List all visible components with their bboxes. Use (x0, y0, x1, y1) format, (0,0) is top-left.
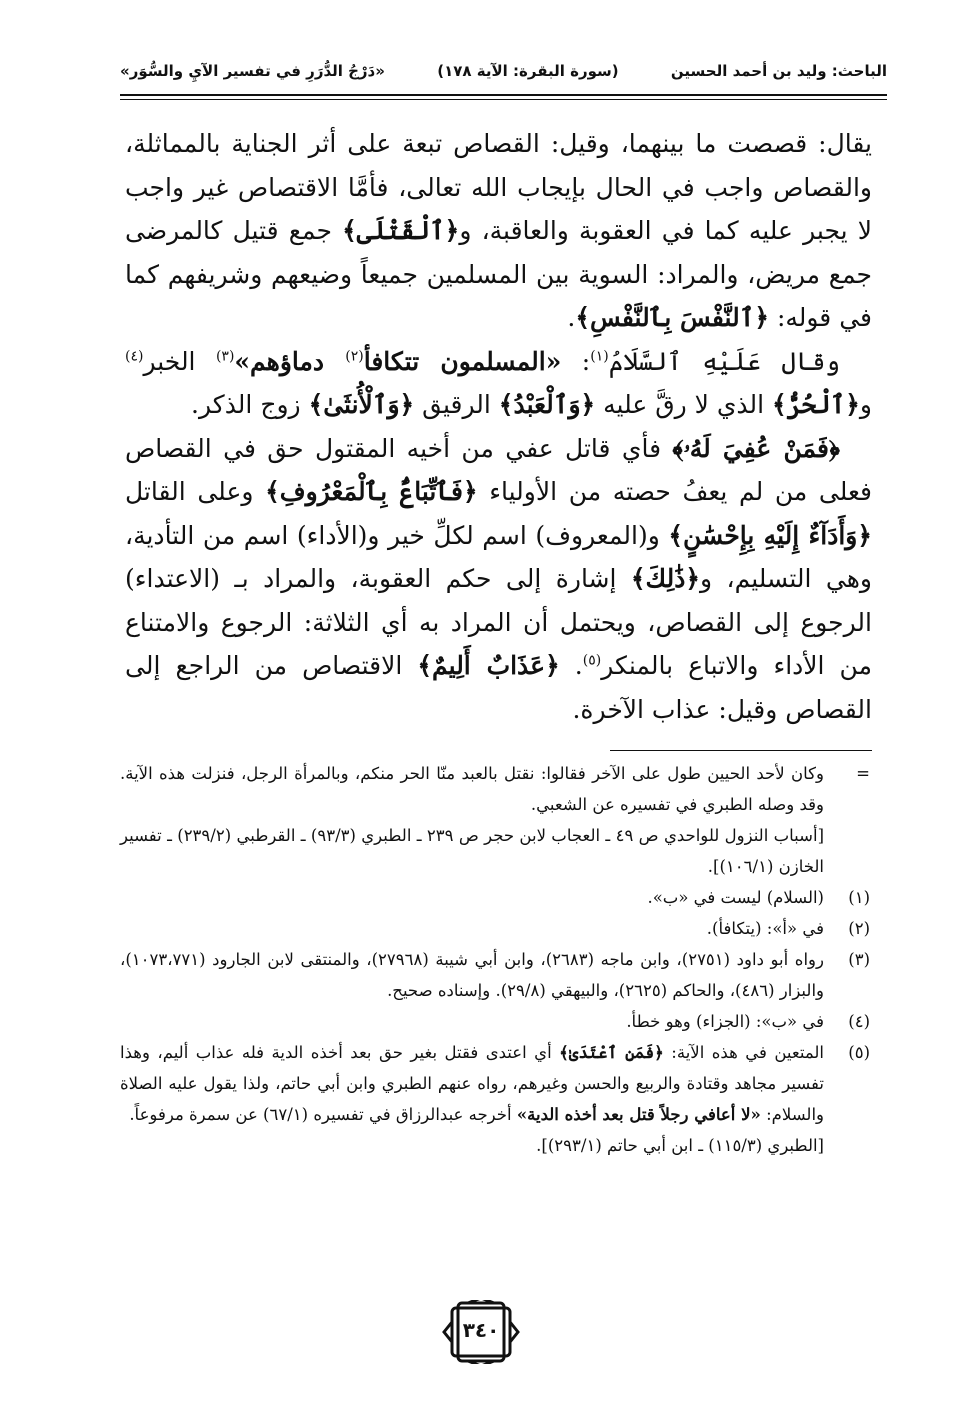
text-run: و (859, 390, 872, 419)
text-run: المتعين في هذه الآية: (663, 1043, 824, 1062)
paragraph-1 (125, 122, 872, 340)
text-run: وعلى القاتل (125, 477, 266, 506)
text-run: يقال: قصصت ما بينهما، وقيل: القصاص تبعة على أثر الجناية بالمماثلة، والقصاص واجب في الحال بإيجاب الله تعالى، فأمَّا الاقتصاص غير واجب لا يجبر عليه كما في العقوبة والعاقبة، و (125, 129, 872, 245)
text-run: الخبر (143, 346, 216, 376)
text-run: وقال عَلَيْهِ ٱلسَّلَامُ (608, 346, 840, 376)
quran-quote: ﴿ذَٰلِكَ﴾ (630, 564, 701, 593)
footnote-ref-4[interactable]: (٤) (125, 348, 144, 365)
footnote-ref-3[interactable]: (٣) (215, 348, 235, 365)
quran-quote: ﴿فَمَنْ عُفِيَ لَهُۥ﴾ (672, 433, 840, 463)
text-run: الاقتصاص من الراجع إلى القصاص وقيل: عذاب الآخرة. (125, 651, 872, 724)
quran-quote: ﴿وَأَدَآءٌ إِلَيْهِ بِإِحْسَٰنٍ﴾ (668, 520, 872, 550)
paragraph-2 (125, 340, 872, 427)
footnote-citation: [الطبري (١١٥/٣) ـ ابن أبي حاتم (٢٩٣/١)]. (536, 1136, 824, 1155)
header-rule (120, 94, 887, 96)
footnote-text: رواه أبو داود (٢٧٥١)، وابن ماجه (٢٦٨٣)، وابن أبي شيبة (٢٧٩٦٨)، والمنتقى لابن الجارود (١٠٧٣،٧٧١)، والبزار (٤٨٦)، والحاكم (٢٦٢٥)، والبيهقي (٢٩/٨). وإسناده صحيح. (120, 950, 824, 1000)
text-run: جمع قتيل كالمرضى جمع مريض، والمراد: السوية بين المسلمين جميعاً وضيعهم وشريفهم كما في قوله: (125, 216, 872, 332)
footnote-ref-1[interactable]: (١) (590, 348, 609, 365)
footnote-citation: [أسباب النزول للواحدي ص ٤٩ ـ العجاب لابن حجر ص ٢٣٩ ـ الطبري (٩٣/٣) ـ القرطبي (٢٣٩/٢) ـ تفسير الخازن (١٠٦/١)]. (120, 826, 825, 876)
text-run: زوج الذكر. (191, 390, 309, 419)
footnote-separator (610, 750, 872, 751)
footnote-body (120, 1037, 824, 1130)
paragraph-3 (125, 427, 872, 732)
text-run: إشارة إلى حكم العقوبة، والمراد بـ (الاعتداء) الرجوع إلى القصاص، ويحتمل أن المراد به أي الثلاثة: الرجوع والامتناع من الأداء والاتباع بالمنكر (125, 564, 872, 680)
text-run: . (559, 651, 583, 680)
footnote-continued (120, 758, 870, 882)
text-run: الرقيق (414, 390, 499, 419)
text-run: الذي لا رقَّ عليه (595, 390, 773, 419)
footnote-number: (٤) (848, 1012, 870, 1031)
text-run: و(المعروف) اسم لكلِّ خير و(الأداء) اسم من التأدية، وهي التسليم، و (125, 520, 872, 593)
quran-quote: ﴿فَٱتِّبَاعٌۢ بِٱلْمَعْرُوفِ﴾ (265, 477, 478, 506)
main-text (125, 122, 872, 731)
footnote-text: في «أ»: (يتكافأ). (706, 919, 824, 938)
text-run: . (567, 303, 576, 332)
text-run: : (561, 346, 591, 376)
footnotes (120, 758, 870, 1161)
running-header (120, 56, 887, 86)
footnote-1 (120, 882, 870, 913)
quran-quote: ﴿ٱلنَّفْسَ بِٱلنَّفْسِ﴾ (575, 303, 769, 332)
footnote-2 (120, 913, 870, 944)
footnote-ref-2[interactable]: (٢) (345, 348, 364, 365)
footnote-text: (السلام) ليست في «ب». (647, 888, 824, 907)
text-run: فأي قاتل عفي من أخيه المقتول حق في القصاص فعلى من لم يعفُ حصته من الأولياء (125, 433, 873, 506)
header-surah: (سورة البقرة: الآية ١٧٨) (437, 62, 619, 80)
footnote-5 (120, 1037, 870, 1161)
header-rule-thin (120, 99, 887, 100)
footnote-line: وكان لأحد الحيين طول على الآخر فقالوا: نقتل بالعبد منّا الحر منكم، وبالمرأة الرجل، فنزلت هذه الآية. وقد وصله الطبري في تفسيره عن الشعبي. (120, 764, 824, 814)
footnote-number: (٣) (848, 950, 870, 969)
hadith-quote: «المسلمون تتكافأ (363, 346, 562, 376)
quran-quote: ﴿عَذَابٌ أَلِيمٌ﴾ (417, 651, 560, 680)
footnote-text (120, 758, 824, 882)
hadith-quote: دماؤهم» (234, 346, 346, 376)
header-author: الباحث: وليد بن أحمد الحسين (670, 62, 887, 80)
page-number: ٣٤٠ (462, 1318, 500, 1342)
header-book-title: «دَرْجُ الدُّرَرِ في تفسير الآيِ والسُّوَر» (120, 62, 385, 80)
page-number-ornament (438, 1300, 524, 1364)
hadith-quote: «لا أعافي رجلاً قتل بعد أخذه الدية» (516, 1105, 761, 1124)
text-run: أخرجه عبدالرزاق في تفسيره (٦٧/١) عن سمرة مرفوعاً. (129, 1105, 517, 1124)
footnote-number: (٢) (848, 919, 870, 938)
footnote-ref-5[interactable]: (٥) (582, 652, 602, 669)
quran-quote: ﴿ٱلْحُرُّ﴾ (772, 390, 860, 419)
quran-quote: ﴿وَٱلْأُنثَىٰ﴾ (308, 390, 415, 419)
footnote-text: في «ب»: (الجزاء) وهو خطأ. (626, 1012, 824, 1031)
quran-quote: ﴿فَمَنِ ٱعْتَدَىٰ﴾ (559, 1043, 664, 1062)
continuation-marker: = (856, 764, 870, 783)
text-run: أي اعتدى فقتل بغير حق بعد أخذه الدية فله عذاب أليم، وهذا تفسير مجاهد وقتادة والربيع والحسن وغيرهم، رواه عنهم الطبري وابن أبي حاتم، ولذا يقول عليه الصلاة والسلام: (120, 1043, 824, 1124)
quran-quote: ﴿وَٱلْعَبْدُ﴾ (498, 390, 596, 419)
footnote-4 (120, 1006, 870, 1037)
quran-quote: ﴿ٱلْقَتْلَى﴾ (342, 216, 460, 245)
footnote-text (120, 1037, 824, 1161)
footnote-number: (١) (848, 888, 870, 907)
footnote-number: (٥) (848, 1043, 870, 1062)
footnote-3 (120, 944, 870, 1006)
